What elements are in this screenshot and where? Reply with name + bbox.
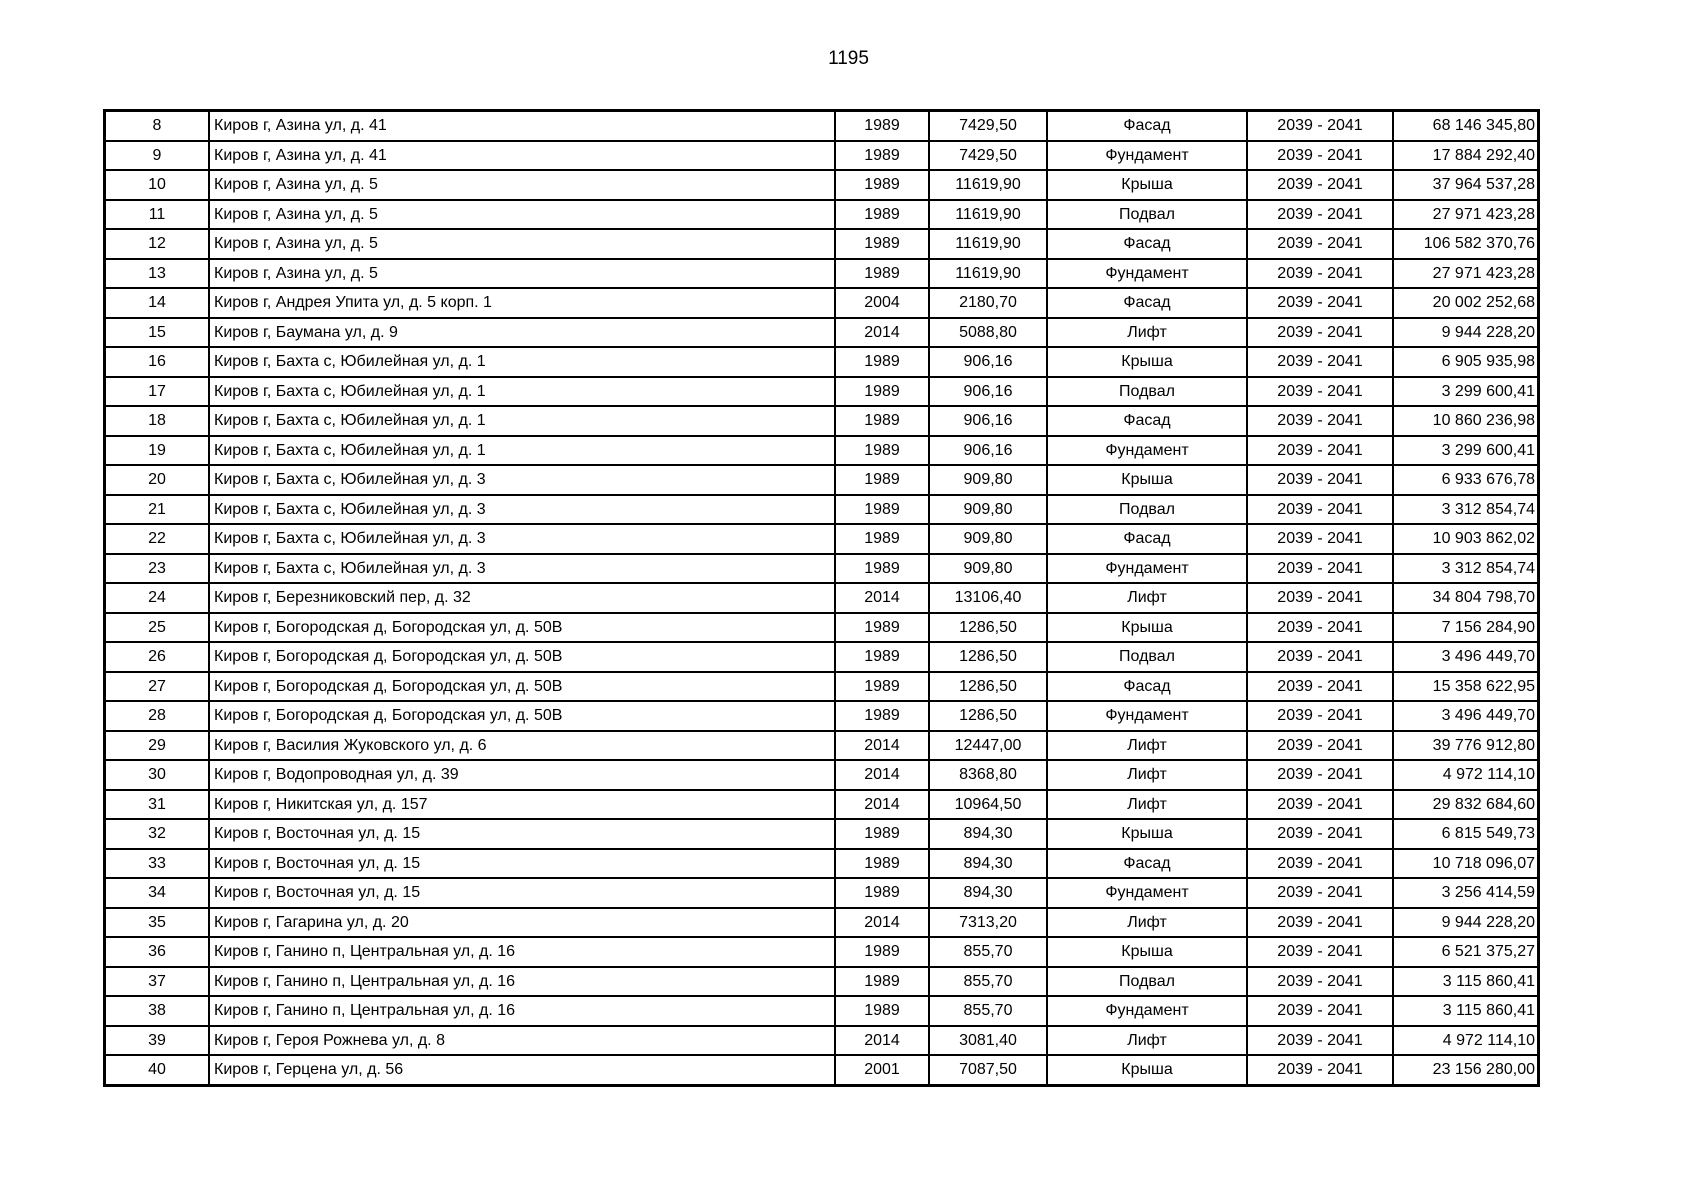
- address-cell: Киров г, Ганино п, Центральная ул, д. 16: [209, 967, 835, 997]
- year-cell: 1989: [835, 170, 929, 200]
- row-number-cell: 24: [105, 583, 210, 613]
- area-cell: 855,70: [929, 967, 1047, 997]
- table-row: [105, 259, 1539, 289]
- address-cell: Киров г, Восточная ул, д. 15: [209, 878, 835, 908]
- period-cell: 2039 - 2041: [1247, 1055, 1393, 1085]
- area-cell: 8368,80: [929, 760, 1047, 790]
- table-row: [105, 849, 1539, 879]
- table-row: [105, 967, 1539, 997]
- work-type-cell: Крыша: [1047, 937, 1247, 967]
- period-cell: 2039 - 2041: [1247, 318, 1393, 348]
- period-cell: 2039 - 2041: [1247, 996, 1393, 1026]
- year-cell: 1989: [835, 996, 929, 1026]
- table-row: [105, 1026, 1539, 1056]
- cost-cell: 23 156 280,00: [1393, 1055, 1539, 1085]
- table-row: [105, 613, 1539, 643]
- table-row: [105, 701, 1539, 731]
- row-number-cell: 21: [105, 495, 210, 525]
- address-cell: Киров г, Азина ул, д. 41: [209, 141, 835, 171]
- cost-cell: 3 496 449,70: [1393, 701, 1539, 731]
- table-row: [105, 229, 1539, 259]
- cost-cell: 27 971 423,28: [1393, 259, 1539, 289]
- cost-cell: 4 972 114,10: [1393, 1026, 1539, 1056]
- period-cell: 2039 - 2041: [1247, 908, 1393, 938]
- cost-cell: 6 905 935,98: [1393, 347, 1539, 377]
- period-cell: 2039 - 2041: [1247, 1026, 1393, 1056]
- year-cell: 1989: [835, 613, 929, 643]
- row-number-cell: 36: [105, 937, 210, 967]
- row-number-cell: 30: [105, 760, 210, 790]
- year-cell: 1989: [835, 878, 929, 908]
- table-body: [105, 111, 1539, 1086]
- period-cell: 2039 - 2041: [1247, 937, 1393, 967]
- area-cell: 909,80: [929, 524, 1047, 554]
- period-cell: 2039 - 2041: [1247, 819, 1393, 849]
- year-cell: 1989: [835, 436, 929, 466]
- cost-cell: 9 944 228,20: [1393, 318, 1539, 348]
- cost-cell: 34 804 798,70: [1393, 583, 1539, 613]
- work-type-cell: Фасад: [1047, 288, 1247, 318]
- row-number-cell: 34: [105, 878, 210, 908]
- table-row: [105, 996, 1539, 1026]
- area-cell: 855,70: [929, 937, 1047, 967]
- row-number-cell: 9: [105, 141, 210, 171]
- period-cell: 2039 - 2041: [1247, 170, 1393, 200]
- cost-cell: 3 496 449,70: [1393, 642, 1539, 672]
- work-type-cell: Лифт: [1047, 583, 1247, 613]
- year-cell: 1989: [835, 672, 929, 702]
- table-row: [105, 524, 1539, 554]
- period-cell: 2039 - 2041: [1247, 878, 1393, 908]
- table-row: [105, 790, 1539, 820]
- period-cell: 2039 - 2041: [1247, 465, 1393, 495]
- table-row: [105, 642, 1539, 672]
- cost-cell: 3 312 854,74: [1393, 495, 1539, 525]
- row-number-cell: 29: [105, 731, 210, 761]
- address-cell: Киров г, Ганино п, Центральная ул, д. 16: [209, 937, 835, 967]
- address-cell: Киров г, Андрея Упита ул, д. 5 корп. 1: [209, 288, 835, 318]
- cost-cell: 7 156 284,90: [1393, 613, 1539, 643]
- year-cell: 1989: [835, 967, 929, 997]
- work-type-cell: Фасад: [1047, 111, 1247, 141]
- work-type-cell: Лифт: [1047, 908, 1247, 938]
- work-type-cell: Лифт: [1047, 760, 1247, 790]
- year-cell: 1989: [835, 495, 929, 525]
- cost-cell: 29 832 684,60: [1393, 790, 1539, 820]
- table-row: [105, 672, 1539, 702]
- address-cell: Киров г, Азина ул, д. 5: [209, 229, 835, 259]
- area-cell: 906,16: [929, 436, 1047, 466]
- work-type-cell: Лифт: [1047, 318, 1247, 348]
- row-number-cell: 39: [105, 1026, 210, 1056]
- work-type-cell: Фасад: [1047, 672, 1247, 702]
- year-cell: 1989: [835, 141, 929, 171]
- period-cell: 2039 - 2041: [1247, 642, 1393, 672]
- table-row: [105, 819, 1539, 849]
- area-cell: 906,16: [929, 377, 1047, 407]
- cost-cell: 15 358 622,95: [1393, 672, 1539, 702]
- address-cell: Киров г, Бахта с, Юбилейная ул, д. 3: [209, 524, 835, 554]
- row-number-cell: 32: [105, 819, 210, 849]
- area-cell: 909,80: [929, 554, 1047, 584]
- period-cell: 2039 - 2041: [1247, 288, 1393, 318]
- year-cell: 1989: [835, 937, 929, 967]
- table-row: [105, 111, 1539, 141]
- table-row: [105, 583, 1539, 613]
- address-cell: Киров г, Водопроводная ул, д. 39: [209, 760, 835, 790]
- year-cell: 2014: [835, 583, 929, 613]
- area-cell: 2180,70: [929, 288, 1047, 318]
- area-cell: 906,16: [929, 406, 1047, 436]
- year-cell: 2014: [835, 731, 929, 761]
- table-row: [105, 1055, 1539, 1085]
- table-row: [105, 878, 1539, 908]
- year-cell: 1989: [835, 524, 929, 554]
- cost-cell: 106 582 370,76: [1393, 229, 1539, 259]
- address-cell: Киров г, Азина ул, д. 5: [209, 170, 835, 200]
- address-cell: Киров г, Березниковский пер, д. 32: [209, 583, 835, 613]
- cost-cell: 6 521 375,27: [1393, 937, 1539, 967]
- cost-cell: 17 884 292,40: [1393, 141, 1539, 171]
- work-type-cell: Подвал: [1047, 967, 1247, 997]
- period-cell: 2039 - 2041: [1247, 141, 1393, 171]
- year-cell: 2001: [835, 1055, 929, 1085]
- row-number-cell: 37: [105, 967, 210, 997]
- row-number-cell: 26: [105, 642, 210, 672]
- period-cell: 2039 - 2041: [1247, 229, 1393, 259]
- cost-cell: 4 972 114,10: [1393, 760, 1539, 790]
- year-cell: 1989: [835, 406, 929, 436]
- cost-cell: 10 860 236,98: [1393, 406, 1539, 436]
- table-row: [105, 937, 1539, 967]
- row-number-cell: 16: [105, 347, 210, 377]
- period-cell: 2039 - 2041: [1247, 731, 1393, 761]
- year-cell: 1989: [835, 819, 929, 849]
- period-cell: 2039 - 2041: [1247, 524, 1393, 554]
- area-cell: 909,80: [929, 465, 1047, 495]
- work-type-cell: Подвал: [1047, 495, 1247, 525]
- address-cell: Киров г, Богородская д, Богородская ул, д. 50В: [209, 701, 835, 731]
- area-cell: 7087,50: [929, 1055, 1047, 1085]
- work-type-cell: Фундамент: [1047, 554, 1247, 584]
- table-row: [105, 731, 1539, 761]
- period-cell: 2039 - 2041: [1247, 672, 1393, 702]
- table-row: [105, 141, 1539, 171]
- cost-cell: 10 718 096,07: [1393, 849, 1539, 879]
- area-cell: 5088,80: [929, 318, 1047, 348]
- cost-cell: 3 312 854,74: [1393, 554, 1539, 584]
- year-cell: 1989: [835, 229, 929, 259]
- area-cell: 12447,00: [929, 731, 1047, 761]
- cost-cell: 3 299 600,41: [1393, 377, 1539, 407]
- work-type-cell: Фундамент: [1047, 259, 1247, 289]
- period-cell: 2039 - 2041: [1247, 436, 1393, 466]
- table-row: [105, 170, 1539, 200]
- area-cell: 894,30: [929, 878, 1047, 908]
- table-row: [105, 200, 1539, 230]
- address-cell: Киров г, Богородская д, Богородская ул, д. 50В: [209, 613, 835, 643]
- area-cell: 855,70: [929, 996, 1047, 1026]
- address-cell: Киров г, Азина ул, д. 5: [209, 259, 835, 289]
- area-cell: 11619,90: [929, 229, 1047, 259]
- year-cell: 2014: [835, 760, 929, 790]
- period-cell: 2039 - 2041: [1247, 377, 1393, 407]
- address-cell: Киров г, Герцена ул, д. 56: [209, 1055, 835, 1085]
- row-number-cell: 31: [105, 790, 210, 820]
- cost-cell: 3 299 600,41: [1393, 436, 1539, 466]
- work-type-cell: Подвал: [1047, 377, 1247, 407]
- year-cell: 1989: [835, 347, 929, 377]
- address-cell: Киров г, Бахта с, Юбилейная ул, д. 1: [209, 377, 835, 407]
- period-cell: 2039 - 2041: [1247, 967, 1393, 997]
- year-cell: 1989: [835, 642, 929, 672]
- area-cell: 1286,50: [929, 642, 1047, 672]
- area-cell: 13106,40: [929, 583, 1047, 613]
- row-number-cell: 8: [105, 111, 210, 141]
- cost-cell: 27 971 423,28: [1393, 200, 1539, 230]
- row-number-cell: 22: [105, 524, 210, 554]
- area-cell: 11619,90: [929, 170, 1047, 200]
- row-number-cell: 18: [105, 406, 210, 436]
- row-number-cell: 20: [105, 465, 210, 495]
- cost-cell: 9 944 228,20: [1393, 908, 1539, 938]
- address-cell: Киров г, Ганино п, Центральная ул, д. 16: [209, 996, 835, 1026]
- table-row: [105, 318, 1539, 348]
- cost-cell: 3 256 414,59: [1393, 878, 1539, 908]
- address-cell: Киров г, Богородская д, Богородская ул, д. 50В: [209, 642, 835, 672]
- row-number-cell: 14: [105, 288, 210, 318]
- year-cell: 2014: [835, 908, 929, 938]
- cost-cell: 20 002 252,68: [1393, 288, 1539, 318]
- period-cell: 2039 - 2041: [1247, 701, 1393, 731]
- table-row: [105, 406, 1539, 436]
- period-cell: 2039 - 2041: [1247, 554, 1393, 584]
- row-number-cell: 35: [105, 908, 210, 938]
- area-cell: 7313,20: [929, 908, 1047, 938]
- area-cell: 7429,50: [929, 111, 1047, 141]
- address-cell: Киров г, Василия Жуковского ул, д. 6: [209, 731, 835, 761]
- address-cell: Киров г, Героя Рожнева ул, д. 8: [209, 1026, 835, 1056]
- area-cell: 1286,50: [929, 701, 1047, 731]
- year-cell: 2014: [835, 1026, 929, 1056]
- address-cell: Киров г, Баумана ул, д. 9: [209, 318, 835, 348]
- work-type-cell: Крыша: [1047, 465, 1247, 495]
- work-type-cell: Фундамент: [1047, 141, 1247, 171]
- work-type-cell: Фундамент: [1047, 996, 1247, 1026]
- page-number: 1195: [828, 48, 869, 69]
- address-cell: Киров г, Восточная ул, д. 15: [209, 819, 835, 849]
- period-cell: 2039 - 2041: [1247, 111, 1393, 141]
- period-cell: 2039 - 2041: [1247, 406, 1393, 436]
- cost-cell: 6 933 676,78: [1393, 465, 1539, 495]
- work-type-cell: Лифт: [1047, 1026, 1247, 1056]
- address-cell: Киров г, Богородская д, Богородская ул, д. 50В: [209, 672, 835, 702]
- row-number-cell: 13: [105, 259, 210, 289]
- row-number-cell: 17: [105, 377, 210, 407]
- work-type-cell: Крыша: [1047, 170, 1247, 200]
- year-cell: 1989: [835, 849, 929, 879]
- area-cell: 894,30: [929, 819, 1047, 849]
- area-cell: 11619,90: [929, 259, 1047, 289]
- address-cell: Киров г, Никитская ул, д. 157: [209, 790, 835, 820]
- work-type-cell: Подвал: [1047, 642, 1247, 672]
- work-type-cell: Крыша: [1047, 347, 1247, 377]
- period-cell: 2039 - 2041: [1247, 495, 1393, 525]
- address-cell: Киров г, Бахта с, Юбилейная ул, д. 1: [209, 436, 835, 466]
- cost-cell: 6 815 549,73: [1393, 819, 1539, 849]
- period-cell: 2039 - 2041: [1247, 200, 1393, 230]
- table-row: [105, 436, 1539, 466]
- address-cell: Киров г, Бахта с, Юбилейная ул, д. 3: [209, 495, 835, 525]
- work-type-cell: Крыша: [1047, 613, 1247, 643]
- row-number-cell: 28: [105, 701, 210, 731]
- work-type-cell: Фундамент: [1047, 701, 1247, 731]
- area-cell: 3081,40: [929, 1026, 1047, 1056]
- repair-schedule-table: [103, 109, 1540, 1087]
- period-cell: 2039 - 2041: [1247, 849, 1393, 879]
- year-cell: 1989: [835, 377, 929, 407]
- cost-cell: 10 903 862,02: [1393, 524, 1539, 554]
- table-row: [105, 495, 1539, 525]
- cost-cell: 3 115 860,41: [1393, 996, 1539, 1026]
- table-row: [105, 760, 1539, 790]
- row-number-cell: 15: [105, 318, 210, 348]
- area-cell: 894,30: [929, 849, 1047, 879]
- work-type-cell: Фундамент: [1047, 878, 1247, 908]
- address-cell: Киров г, Бахта с, Юбилейная ул, д. 3: [209, 554, 835, 584]
- work-type-cell: Лифт: [1047, 731, 1247, 761]
- table-row: [105, 908, 1539, 938]
- year-cell: 2004: [835, 288, 929, 318]
- area-cell: 7429,50: [929, 141, 1047, 171]
- cost-cell: 3 115 860,41: [1393, 967, 1539, 997]
- table-row: [105, 465, 1539, 495]
- cost-cell: 39 776 912,80: [1393, 731, 1539, 761]
- work-type-cell: Лифт: [1047, 790, 1247, 820]
- period-cell: 2039 - 2041: [1247, 790, 1393, 820]
- year-cell: 1989: [835, 200, 929, 230]
- row-number-cell: 19: [105, 436, 210, 466]
- table-row: [105, 288, 1539, 318]
- table-row: [105, 347, 1539, 377]
- area-cell: 1286,50: [929, 613, 1047, 643]
- address-cell: Киров г, Бахта с, Юбилейная ул, д. 3: [209, 465, 835, 495]
- address-cell: Киров г, Азина ул, д. 41: [209, 111, 835, 141]
- row-number-cell: 33: [105, 849, 210, 879]
- area-cell: 1286,50: [929, 672, 1047, 702]
- period-cell: 2039 - 2041: [1247, 259, 1393, 289]
- cost-cell: 37 964 537,28: [1393, 170, 1539, 200]
- area-cell: 10964,50: [929, 790, 1047, 820]
- year-cell: 1989: [835, 111, 929, 141]
- area-cell: 11619,90: [929, 200, 1047, 230]
- address-cell: Киров г, Восточная ул, д. 15: [209, 849, 835, 879]
- work-type-cell: Фасад: [1047, 524, 1247, 554]
- work-type-cell: Фасад: [1047, 229, 1247, 259]
- address-cell: Киров г, Азина ул, д. 5: [209, 200, 835, 230]
- year-cell: 1989: [835, 554, 929, 584]
- address-cell: Киров г, Бахта с, Юбилейная ул, д. 1: [209, 406, 835, 436]
- row-number-cell: 11: [105, 200, 210, 230]
- year-cell: 1989: [835, 701, 929, 731]
- work-type-cell: Фундамент: [1047, 436, 1247, 466]
- area-cell: 906,16: [929, 347, 1047, 377]
- work-type-cell: Подвал: [1047, 200, 1247, 230]
- row-number-cell: 27: [105, 672, 210, 702]
- row-number-cell: 38: [105, 996, 210, 1026]
- year-cell: 2014: [835, 318, 929, 348]
- work-type-cell: Крыша: [1047, 819, 1247, 849]
- period-cell: 2039 - 2041: [1247, 760, 1393, 790]
- period-cell: 2039 - 2041: [1247, 347, 1393, 377]
- row-number-cell: 23: [105, 554, 210, 584]
- period-cell: 2039 - 2041: [1247, 583, 1393, 613]
- row-number-cell: 12: [105, 229, 210, 259]
- year-cell: 1989: [835, 259, 929, 289]
- area-cell: 909,80: [929, 495, 1047, 525]
- address-cell: Киров г, Гагарина ул, д. 20: [209, 908, 835, 938]
- address-cell: Киров г, Бахта с, Юбилейная ул, д. 1: [209, 347, 835, 377]
- work-type-cell: Крыша: [1047, 1055, 1247, 1085]
- row-number-cell: 10: [105, 170, 210, 200]
- table-row: [105, 377, 1539, 407]
- year-cell: 1989: [835, 465, 929, 495]
- row-number-cell: 40: [105, 1055, 210, 1085]
- year-cell: 2014: [835, 790, 929, 820]
- work-type-cell: Фасад: [1047, 406, 1247, 436]
- cost-cell: 68 146 345,80: [1393, 111, 1539, 141]
- work-type-cell: Фасад: [1047, 849, 1247, 879]
- table-row: [105, 554, 1539, 584]
- row-number-cell: 25: [105, 613, 210, 643]
- period-cell: 2039 - 2041: [1247, 613, 1393, 643]
